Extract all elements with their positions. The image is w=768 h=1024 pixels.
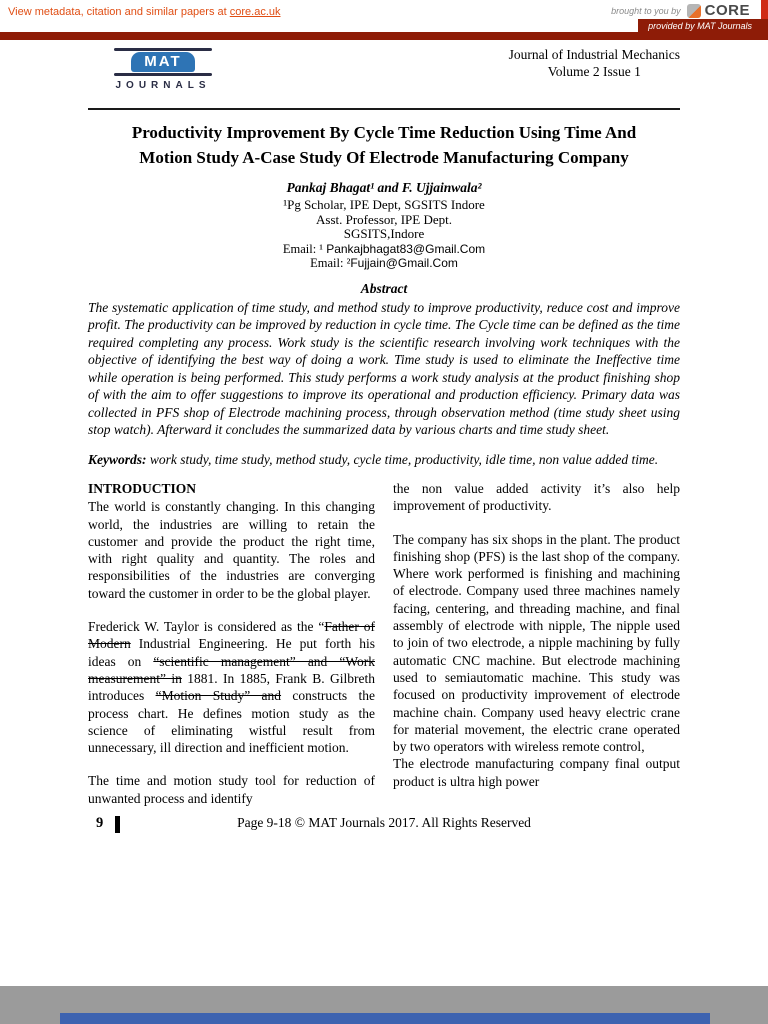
core-logo-icon — [687, 4, 701, 18]
email-1-address[interactable]: Pankajbhagat83@Gmail.Com — [326, 241, 486, 256]
two-column-body — [88, 480, 680, 807]
email-2-address[interactable]: Fujjain@Gmail.Com — [350, 256, 458, 270]
core-ac-uk-link[interactable]: core.ac.uk — [229, 6, 281, 18]
footer-copyright: Page 9-18 © MAT Journals 2017. All Rights Reserved — [237, 815, 531, 831]
keywords-label: Keywords: — [88, 451, 147, 467]
abstract-heading: Abstract — [360, 280, 408, 296]
email-line-1 — [88, 242, 680, 257]
journal-name: Journal of Industrial Mechanics — [508, 47, 680, 62]
paper-page — [88, 40, 680, 835]
left-paragraph-1: The world is constantly changing. In this changing world, the industries are willing to retain the customer and provide the product the right time, with right quality and quantity. The roles and responsibilities of the industries are converging toward the customer in order to be the global player. — [88, 499, 375, 601]
logo-mat-text: MAT — [131, 52, 195, 72]
maroon-divider-bar — [0, 32, 768, 40]
left-paragraph-2: Frederick W. Taylor is considered as the “Father of Modern Industrial Engineering. He put forth his ideas on “scientific management” and “Work measurement” in 1881. In 1885, Frank B. Gilbreth introduces “Motion Study” and constructs the process chart. He defines motion study as the science of eliminating wistful result from unnecessary, ill direction and inefficient motion. — [88, 619, 376, 756]
page-footer — [88, 815, 680, 835]
right-column — [393, 480, 680, 807]
provided-by-strip: provided by MAT Journals — [638, 19, 768, 33]
journal-issue: Volume 2 Issue 1 — [547, 64, 641, 79]
affiliation-line: ¹Pg Scholar, IPE Dept, SGSITS Indore — [283, 197, 485, 212]
email-1-prefix: Email: ¹ — [282, 241, 327, 256]
left-paragraph-3: The time and motion study tool for reduction of unwanted process and identify — [88, 773, 375, 806]
page-number-bar — [115, 816, 120, 833]
core-banner — [0, 0, 768, 32]
logo-top-line — [114, 48, 212, 51]
abstract-text: The systematic application of time study, and method study to improve productivity, reduce cost and improve profit. The productivity can be improved by reduction in cycle time. The Cycle time can be defined as the time required completing any process. Work study is the scientific research involving work techniques with the objective of identifying the best way of doing a work. Time study is used to eliminate the Ineffective time while operation is being performed. This study performs a work study analysis at the product finishing shop of with the aim to offer suggestions to improve its operational and production efficiency. Primary data was collected in PFS shop of Electrode machining process, through observation method (time study sheet using stop watch). Afterward it concludes the summarized data by various charts and time study sheet. — [88, 299, 680, 437]
email-2-prefix: Email: ² — [310, 256, 351, 270]
introduction-heading: INTRODUCTION — [88, 481, 197, 496]
right-paragraph-2: The company has six shops in the plant. The product finishing shop (PFS) is the last shop of the company. Where work performed is finishing and machining of electrode. Company used three machines namely facing, centering, and threading machine, and final assembly of electrode with nipple, The nipple used to join of two electrode, a nipple machining by fully automatic CNC machine. But electrode machining used to semiautomatic machine. This study was focused on productivity improvement of electrode machine chain. Company used heavy electric crane for material movement, the electric crane operated by two operators with wireless remote control, — [393, 531, 680, 755]
authors-line: Pankaj Bhagat¹ and F. Ujjainwala² — [286, 180, 482, 195]
header-rule — [88, 108, 680, 110]
brought-to-you-by-label: brought to you by — [611, 5, 681, 16]
email-line-2 — [88, 256, 680, 271]
keywords-line — [88, 451, 680, 469]
mat-journals-logo — [114, 48, 212, 91]
journal-info — [509, 46, 680, 80]
core-logo[interactable] — [687, 2, 750, 19]
metadata-banner-text — [8, 6, 281, 18]
banner-right-group — [611, 2, 750, 19]
right-paragraph-1: the non value added activity it’s also help improvement of productivity. — [393, 481, 680, 514]
page-number: 9 — [96, 815, 104, 832]
keywords-text: work study, time study, method study, cycle time, productivity, idle time, non value added time. — [146, 451, 659, 467]
next-page-edge — [60, 1013, 710, 1024]
paper-title: Productivity Improvement By Cycle Time Reduction Using Time And Motion Study A-Case Study Of Electrode Manufacturing Company — [131, 123, 637, 167]
left-column — [88, 480, 375, 807]
affiliation-line: SGSITS,Indore — [343, 226, 425, 241]
right-paragraph-3: The electrode manufacturing company final output product is ultra high power — [393, 756, 680, 789]
logo-bottom-line — [114, 73, 212, 76]
viewer-background — [0, 986, 768, 1024]
logo-journals-text: JOURNALS — [115, 80, 211, 91]
core-logo-text: CORE — [704, 2, 750, 19]
page-header — [88, 46, 680, 104]
metadata-text: View metadata, citation and similar papers at — [8, 6, 230, 18]
affiliation-line: Asst. Professor, IPE Dept. — [316, 211, 452, 227]
